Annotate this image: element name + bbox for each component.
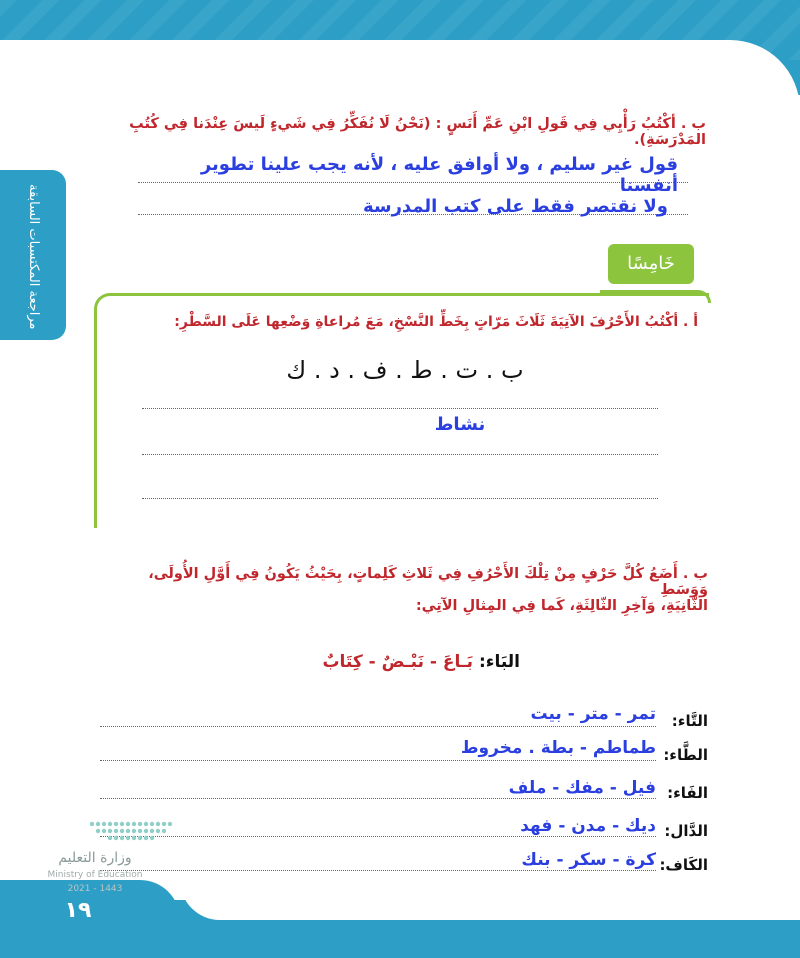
- row-line: [100, 798, 656, 799]
- words-list: [96, 700, 708, 880]
- words-prompt-line-1: ب . أَضَعُ كُلَّ حَرْفٍ مِنْ تِلْكَ الأَحْرُفِ فِي ثَلاثِ كَلِماتٍ، بِحَيْثُ يَكُونُ فِي أَوَّلِ الأُولَى، وَوَسَطِ: [148, 566, 708, 598]
- letters-row: ب . ت . ط . ف . د . ك: [286, 356, 524, 384]
- writing-line: [142, 498, 658, 499]
- example-label: البَاء:: [478, 652, 520, 672]
- opinion-prompt: ب . أكْتُبُ رَأْيِي فِي قَولِ ابْنِ عَمِّ أَنَسٍ : (نَحْنُ لَا نُفَكِّرُ فِي شَيءٍ لَيسَ عِنْدَنا فِي كُتُبِ المَدْرَسَةِ).: [129, 116, 706, 148]
- letters-answer: نشاط: [434, 414, 486, 435]
- ministry-year: 2021 - 1443: [67, 884, 123, 894]
- words-prompt-line-2: الثّانِيَةِ، وَآخِرِ الثّالِثَةِ، كَما فِي المِثالِ الآتِي:: [415, 598, 708, 614]
- section-title-badge: خَامِسًا: [608, 244, 694, 284]
- row-answer: ديك - مدن - فهد: [520, 816, 656, 836]
- row-answer: طماطم - بطة . مخروط: [460, 738, 656, 758]
- side-tab-label: مراجعة المكتسبات السابقة: [26, 184, 41, 330]
- row-answer: كرة - سكر - بنك: [521, 850, 656, 870]
- opinion-answer-line-2: ولا نقتصر فقط على كتب المدرسة: [362, 196, 668, 217]
- row-label: الدَّال:: [664, 822, 708, 840]
- row-answer: تمر - متر - بيت: [530, 704, 656, 724]
- row-line: [100, 726, 656, 727]
- page-number: ١٩: [64, 898, 92, 923]
- writing-line: [142, 408, 658, 409]
- row-answer: فيل - مفك - ملف: [508, 778, 656, 798]
- writing-line: [142, 454, 658, 455]
- header-curve: [0, 40, 800, 110]
- list-item: [96, 844, 708, 878]
- ministry-logo-icon: [86, 816, 178, 842]
- list-item: [96, 806, 708, 840]
- row-line: [100, 836, 656, 837]
- row-line: [100, 870, 656, 871]
- row-label: الفَاء:: [667, 784, 708, 802]
- example-row: [290, 652, 520, 672]
- row-line: [100, 760, 656, 761]
- row-label: الطَّاء:: [663, 746, 708, 764]
- footer-curve: [180, 880, 800, 920]
- opinion-answer-line-1: قول غير سليم ، ولا أوافق عليه ، لأنه يجب علينا تطوير أنفسنا: [200, 154, 678, 196]
- list-item: [96, 768, 708, 802]
- section-frame-corner: [600, 290, 711, 303]
- row-label: الكَاف:: [659, 856, 708, 874]
- list-item: [96, 700, 708, 734]
- list-item: [96, 734, 708, 768]
- letters-prompt: أ . أكْتُبُ الأَحْرُفَ الآتِيَةَ ثَلَاثَ مَرّاتٍ بِخَطِّ النَّسْخِ، مَعَ مُراعاةِ وَضْعِها عَلَى السَّطْرِ:: [174, 314, 698, 330]
- ministry-name-en: Ministry of Education: [47, 870, 143, 880]
- example-words: بَـاعَ - نَبْـضٌ - كِتَابٌ: [322, 652, 474, 672]
- row-label: التَّاء:: [671, 712, 708, 730]
- ministry-name: وزارة التعليم: [58, 850, 132, 866]
